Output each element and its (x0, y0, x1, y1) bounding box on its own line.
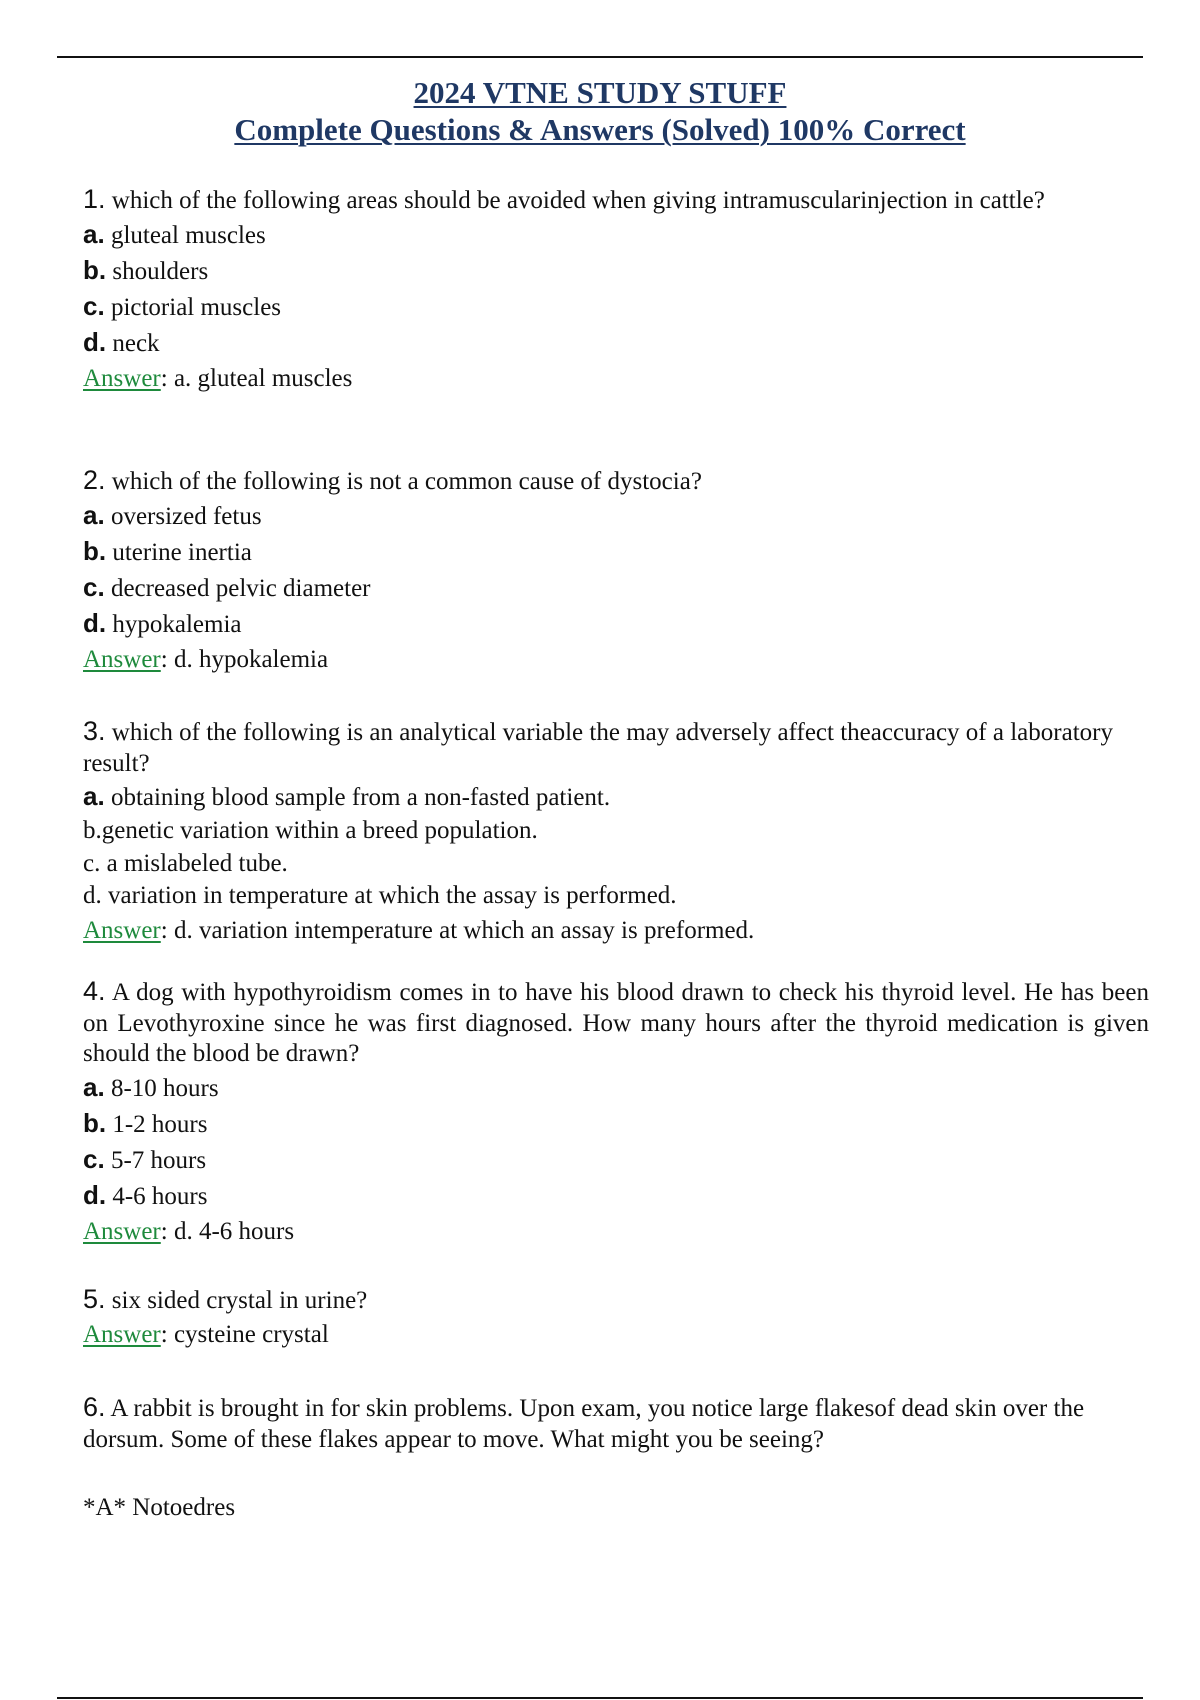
answer-label: Answer (83, 916, 161, 944)
question-1 (83, 184, 1149, 397)
option-a: a. oversized fetus (83, 499, 262, 530)
question-number: 6. (83, 1392, 106, 1422)
question-number: 3. (83, 716, 106, 746)
question-5 (83, 1284, 1149, 1353)
question-text: A rabbit is brought in for skin problems. Upon exam, you notice large flakesof dead skin over the dorsum. Some of these flakes appear to move. What might you be seeing? (83, 1395, 1085, 1453)
option-a: a. obtaining blood sample from a non-fasted patient. (83, 781, 611, 811)
question-6-answer: *A* Notoedres (83, 1494, 236, 1521)
option-d: d. hypokalemia (83, 607, 242, 638)
question-stem (83, 716, 1149, 779)
answer-line (83, 642, 1149, 678)
question-number: 4. (83, 976, 106, 1006)
answer-line (83, 913, 1149, 949)
option-b: b.genetic variation within a breed population. (83, 817, 538, 844)
option-a: a. 8-10 hours (83, 1071, 219, 1102)
top-rule (57, 56, 1143, 58)
option-c: c. pictorial muscles (83, 290, 282, 321)
option-c: c. a mislabeled tube. (83, 849, 288, 877)
option-c: c. 5-7 hours (83, 1143, 207, 1174)
answer-label: Answer (83, 645, 161, 673)
question-4 (83, 976, 1149, 1250)
question-number: 1. (83, 184, 106, 214)
question-stem (83, 1284, 1149, 1317)
document-header (0, 74, 1200, 148)
question-text: which of the following is not a common cause of dystocia? (111, 468, 702, 495)
bottom-rule (57, 1697, 1143, 1699)
document-title: 2024 VTNE STUDY STUFF (413, 75, 787, 110)
answer-line (83, 361, 1149, 397)
answer-text: : d. 4-6 hours (160, 1217, 295, 1245)
option-d: d. 4-6 hours (83, 1179, 208, 1210)
option-c: c. decreased pelvic diameter (83, 571, 371, 602)
question-stem (83, 184, 1149, 217)
question-6 (83, 1392, 1149, 1455)
question-stem (83, 1392, 1149, 1455)
answer-line (83, 1317, 1149, 1353)
option-b: b. shoulders (83, 254, 209, 285)
answer-label: Answer (83, 1320, 161, 1348)
option-b: b. uterine inertia (83, 535, 252, 566)
answer-text: : cysteine crystal (160, 1320, 329, 1348)
question-stem (83, 465, 1149, 498)
answer-label: Answer (83, 1217, 161, 1245)
answer-text: : d. variation intemperature at which an assay is preformed. (160, 916, 755, 944)
answer-text: : a. gluteal muscles (160, 364, 353, 392)
option-d: d. variation in temperature at which the assay is performed. (83, 882, 677, 909)
question-text: which of the following areas should be avoided when giving intramuscularinjection in cattle? (111, 187, 1045, 214)
answer-label: Answer (83, 364, 161, 392)
question-text: A dog with hypothyroidism comes in to have his blood drawn to check his thyroid level. He has been on Levothyroxine since he was first diagnosed. How many hours after the thyroid medication is given should the blood be drawn? (83, 979, 1149, 1067)
option-a: a. gluteal muscles (83, 218, 266, 249)
option-d: d. neck (83, 326, 160, 357)
answer-line (83, 1214, 1149, 1250)
document-subtitle: Complete Questions & Answers (Solved) 100% Correct (234, 112, 966, 147)
question-stem (83, 976, 1149, 1070)
option-b: b. 1-2 hours (83, 1107, 208, 1138)
answer-text: : d. hypokalemia (160, 645, 329, 673)
question-2 (83, 465, 1149, 678)
question-text: which of the following is an analytical variable the may adversely affect theaccuracy of a laboratory result? (83, 719, 1113, 777)
question-3 (83, 716, 1149, 949)
question-number: 2. (83, 465, 106, 495)
question-number: 5. (83, 1284, 106, 1314)
question-text: six sided crystal in urine? (111, 1287, 368, 1314)
